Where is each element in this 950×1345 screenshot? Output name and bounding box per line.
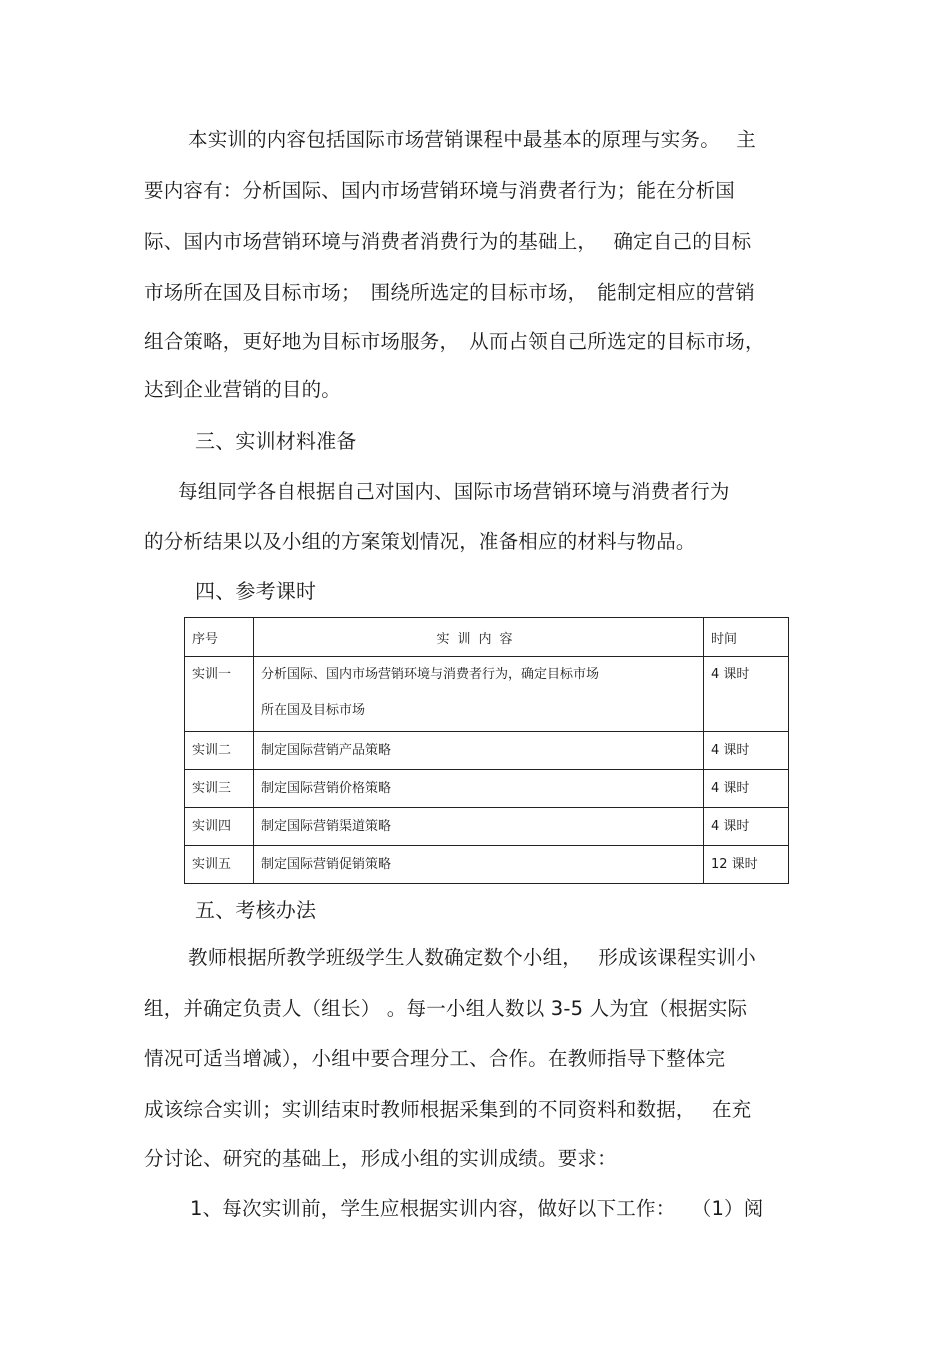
section-heading-assessment: 五、考核办法 bbox=[195, 898, 317, 922]
row-no: 实训三 bbox=[185, 770, 254, 808]
row-time: 4 课时 bbox=[704, 770, 789, 808]
row-content: 制定国际营销促销策略 bbox=[254, 846, 704, 884]
row-time: 4 课时 bbox=[704, 808, 789, 846]
table-row bbox=[185, 732, 789, 770]
text-line: 组合策略，更好地为目标市场服务， 从而占领自己所选定的目标市场， bbox=[144, 330, 765, 353]
text-line: 教师根据所教学班级学生人数确定数个小组， 形成该课程实训小 bbox=[188, 946, 756, 969]
header-cell-content: 实训内容 bbox=[254, 618, 704, 657]
row-time: 4 课时 bbox=[704, 657, 789, 732]
table-row bbox=[185, 808, 789, 846]
row-content bbox=[254, 657, 704, 732]
row-no: 实训四 bbox=[185, 808, 254, 846]
text-line: 本实训的内容包括国际市场营销课程中最基本的原理与实务。 主 bbox=[188, 128, 756, 151]
text-line: 1、每次实训前，学生应根据实训内容，做好以下工作： （1）阅 bbox=[190, 1197, 764, 1220]
row-no: 实训二 bbox=[185, 732, 254, 770]
text-line: 达到企业营销的目的。 bbox=[144, 378, 342, 401]
table-row bbox=[185, 657, 789, 732]
text-line: 际、国内市场营销环境与消费者消费行为的基础上， 确定自己的目标 bbox=[144, 230, 752, 253]
row-content: 制定国际营销渠道策略 bbox=[254, 808, 704, 846]
row-no: 实训一 bbox=[185, 657, 254, 732]
row-content: 制定国际营销产品策略 bbox=[254, 732, 704, 770]
text-line: 成该综合实训；实训结束时教师根据采集到的不同资料和数据， 在充 bbox=[144, 1098, 752, 1121]
table-row bbox=[185, 770, 789, 808]
header-cell-no: 序号 bbox=[185, 618, 254, 657]
hours-table bbox=[184, 617, 789, 884]
table-row bbox=[185, 846, 789, 884]
table-header-row bbox=[185, 618, 789, 657]
row-content: 制定国际营销价格策略 bbox=[254, 770, 704, 808]
section-heading-materials: 三、实训材料准备 bbox=[195, 429, 357, 453]
text-line: 组，并确定负责人（组长） 。每一小组人数以 3-5 人为宜（根据实际 bbox=[144, 997, 748, 1020]
row-content-line: 所在国及目标市场 bbox=[261, 703, 366, 718]
row-content-line: 分析国际、国内市场营销环境与消费者行为，确定目标市场 bbox=[261, 667, 600, 682]
text-line: 要内容有：分析国际、国内市场营销环境与消费者行为；能在分析国 bbox=[144, 179, 736, 202]
text-line: 分讨论、研究的基础上，形成小组的实训成绩。要求： bbox=[144, 1147, 617, 1170]
text-line: 情况可适当增减），小组中要合理分工、合作。在教师指导下整体完 bbox=[144, 1047, 726, 1070]
section-heading-hours: 四、参考课时 bbox=[195, 579, 317, 603]
text-line: 市场所在国及目标市场； 围绕所选定的目标市场， 能制定相应的营销 bbox=[144, 281, 755, 304]
row-time: 4 课时 bbox=[704, 732, 789, 770]
row-time: 12 课时 bbox=[704, 846, 789, 884]
header-cell-time: 时间 bbox=[704, 618, 789, 657]
text-line: 每组同学各自根据自己对国内、国际市场营销环境与消费者行为 bbox=[178, 480, 730, 503]
row-no: 实训五 bbox=[185, 846, 254, 884]
text-line: 的分析结果以及小组的方案策划情况，准备相应的材料与物品。 bbox=[144, 530, 696, 553]
